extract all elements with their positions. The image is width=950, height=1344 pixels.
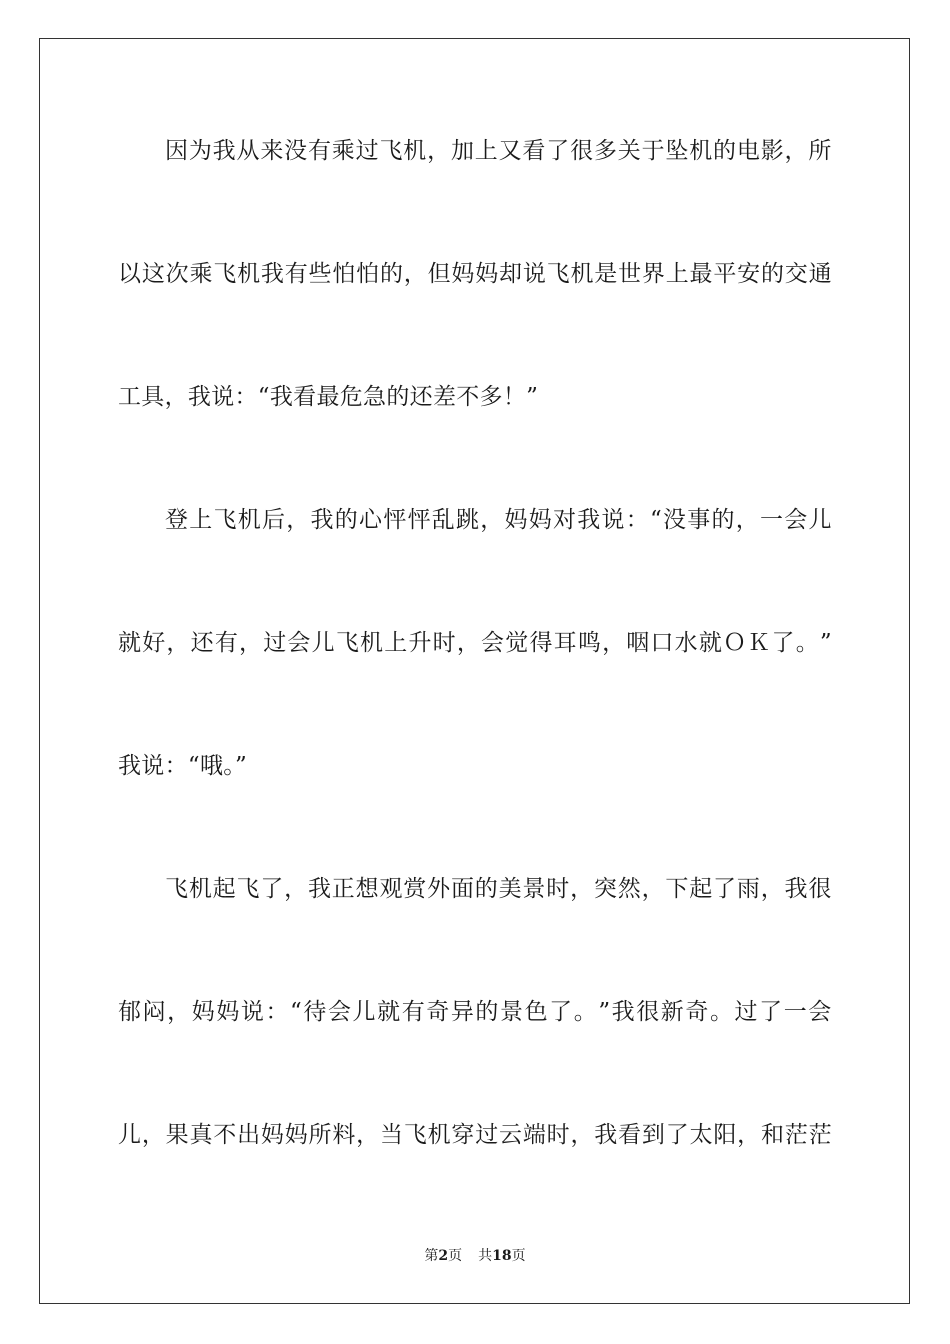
glyph: 口 <box>650 630 674 656</box>
glyph: ， <box>737 1122 761 1148</box>
glyph: 端 <box>522 1122 547 1148</box>
total-suffix: 页 <box>511 1248 526 1264</box>
glyph: “ <box>650 507 663 533</box>
glyph: 是 <box>594 261 618 287</box>
glyph: 阳 <box>713 1122 737 1148</box>
glyph: 一 <box>783 999 807 1025</box>
glyph: 茫 <box>784 1122 809 1148</box>
glyph: 心 <box>359 507 383 533</box>
glyph: 升 <box>408 630 432 656</box>
glyph: 上 <box>189 507 213 533</box>
glyph: 所 <box>308 1122 332 1148</box>
glyph: 乱 <box>431 507 456 533</box>
glyph: 然 <box>617 876 642 902</box>
glyph: 上 <box>384 630 408 656</box>
glyph: 就 <box>118 630 142 656</box>
glyph: ， <box>284 876 308 902</box>
glyph: 过 <box>734 999 758 1025</box>
glyph: 好 <box>142 630 166 656</box>
glyph: ， <box>239 630 263 656</box>
glyph: ， <box>141 1122 166 1148</box>
glyph: 真 <box>189 1122 213 1148</box>
page-footer <box>0 1246 950 1266</box>
glyph: 飞 <box>403 1122 428 1148</box>
paragraph-1-line-2 <box>118 258 832 290</box>
paragraph-4-line-2 <box>118 996 832 1028</box>
glyph: 的 <box>713 138 737 164</box>
glyph: 雨 <box>736 876 761 902</box>
glyph: 通 <box>808 261 832 287</box>
glyph: 我 <box>260 261 285 287</box>
glyph: 。 <box>573 999 598 1025</box>
glyph: 一 <box>760 507 784 533</box>
glyph: 我 <box>307 876 332 902</box>
glyph: 景 <box>500 999 524 1025</box>
glyph: 妈 <box>475 261 499 287</box>
glyph: ， <box>570 1122 594 1148</box>
glyph: 穿 <box>451 1122 475 1148</box>
glyph: 事 <box>687 507 711 533</box>
glyph: 安 <box>737 261 761 287</box>
glyph: ， <box>570 876 594 902</box>
glyph: ， <box>602 630 626 656</box>
glyph: 说 <box>240 999 265 1025</box>
glyph: 看 <box>522 138 546 164</box>
line-text: 我说：“哦。” <box>118 753 248 779</box>
glyph: 交 <box>784 261 809 287</box>
glyph: 有 <box>214 630 239 656</box>
glyph: 平 <box>713 261 737 287</box>
glyph: 来 <box>260 138 284 164</box>
glyph: 很 <box>570 138 594 164</box>
glyph: 料 <box>332 1122 356 1148</box>
glyph: ， <box>167 999 191 1025</box>
glyph: 景 <box>522 876 546 902</box>
glyph: 。 <box>795 630 819 656</box>
glyph: 有 <box>401 999 425 1025</box>
glyph: 过 <box>355 138 379 164</box>
glyph: 为 <box>188 138 213 164</box>
glyph: 没 <box>284 138 308 164</box>
glyph: 下 <box>665 876 689 902</box>
glyph: 因 <box>165 138 189 164</box>
glyph: 果 <box>165 1122 189 1148</box>
glyph: 外 <box>427 876 451 902</box>
glyph: 最 <box>689 261 713 287</box>
glyph: Ｏ <box>723 630 747 656</box>
glyph: 妈 <box>504 507 528 533</box>
glyph: 还 <box>190 630 214 656</box>
glyph: 了 <box>260 876 284 902</box>
glyph: 儿 <box>118 1122 142 1148</box>
glyph: 但 <box>427 261 451 287</box>
glyph: 会 <box>481 630 505 656</box>
glyph: 多 <box>593 138 618 164</box>
glyph: ” <box>598 999 611 1025</box>
glyph: 时 <box>546 876 570 902</box>
glyph: 突 <box>593 876 618 902</box>
glyph: 界 <box>641 261 666 287</box>
paragraph-2-line-1 <box>165 504 832 536</box>
glyph: 观 <box>379 876 403 902</box>
glyph: 得 <box>529 630 553 656</box>
glyph: 怦 <box>407 507 431 533</box>
glyph: 美 <box>498 876 522 902</box>
paragraph-4-line-1 <box>165 873 832 905</box>
glyph: 了 <box>759 999 783 1025</box>
glyph: 妈 <box>528 507 553 533</box>
glyph: 机 <box>689 138 713 164</box>
page-suffix: 页 <box>448 1248 463 1264</box>
glyph: 机 <box>237 507 262 533</box>
glyph: 机 <box>403 138 427 164</box>
glyph: ， <box>641 876 665 902</box>
page-prefix: 第 <box>424 1248 439 1264</box>
glyph: 觉 <box>505 630 529 656</box>
glyph: 怦 <box>383 507 407 533</box>
total-pages: 18 <box>492 1248 512 1264</box>
glyph: 的 <box>379 261 404 287</box>
glyph: 会 <box>808 999 832 1025</box>
glyph: 待 <box>303 999 327 1025</box>
glyph: ， <box>456 630 481 656</box>
glyph: 飞 <box>213 261 237 287</box>
glyph: 机 <box>237 261 261 287</box>
glyph: 赏 <box>403 876 427 902</box>
glyph: ， <box>356 1122 380 1148</box>
glyph: 影 <box>760 138 785 164</box>
glyph: ： <box>265 999 289 1025</box>
glyph: 过 <box>263 630 287 656</box>
glyph: 飞 <box>165 876 189 902</box>
glyph: 奇 <box>685 999 709 1025</box>
glyph: 飞 <box>236 876 260 902</box>
glyph: 耳 <box>553 630 577 656</box>
glyph: 了 <box>549 999 573 1025</box>
glyph: 飞 <box>213 507 237 533</box>
glyph: 的 <box>475 999 499 1025</box>
glyph: 正 <box>331 876 356 902</box>
glyph: 儿 <box>808 507 832 533</box>
glyph: 儿 <box>311 630 335 656</box>
glyph: 乘 <box>189 261 213 287</box>
glyph: 时 <box>432 630 456 656</box>
glyph: ， <box>427 138 451 164</box>
glyph: 说 <box>522 261 547 287</box>
glyph: 想 <box>355 876 379 902</box>
glyph: 于 <box>641 138 665 164</box>
glyph: 从 <box>236 138 260 164</box>
glyph: 时 <box>546 1122 570 1148</box>
glyph: ， <box>784 138 808 164</box>
glyph: 飞 <box>335 630 360 656</box>
glyph: 会 <box>784 507 808 533</box>
glyph: 有 <box>284 261 308 287</box>
glyph: 上 <box>474 138 499 164</box>
paragraph-1-line-3 <box>118 381 832 413</box>
glyph: 闷 <box>142 999 166 1025</box>
glyph: 当 <box>379 1122 404 1148</box>
glyph: 看 <box>618 1122 642 1148</box>
glyph: 。 <box>709 999 734 1025</box>
glyph: 上 <box>665 261 689 287</box>
glyph: ” <box>819 630 832 656</box>
glyph: 次 <box>165 261 189 287</box>
glyph: 了 <box>771 630 795 656</box>
glyph: 会 <box>287 630 311 656</box>
glyph: “ <box>290 999 303 1025</box>
glyph: 电 <box>736 138 761 164</box>
glyph: ， <box>480 507 504 533</box>
glyph: 后 <box>262 507 286 533</box>
glyph: 妈 <box>191 999 216 1025</box>
glyph: 很 <box>636 999 660 1025</box>
glyph: 水 <box>674 630 698 656</box>
glyph: 郁 <box>118 999 142 1025</box>
glyph: 不 <box>213 1122 237 1148</box>
glyph: 却 <box>499 261 523 287</box>
glyph: ： <box>625 507 650 533</box>
glyph: 以 <box>118 261 142 287</box>
glyph: 咽 <box>626 630 650 656</box>
page-border <box>39 38 910 1304</box>
glyph: 的 <box>334 507 359 533</box>
glyph: 登 <box>165 507 189 533</box>
glyph: 跳 <box>456 507 480 533</box>
glyph: 说 <box>601 507 625 533</box>
glyph: 和 <box>760 1122 785 1148</box>
paragraph-2-line-2 <box>118 627 832 659</box>
glyph: 我 <box>611 999 635 1025</box>
glyph: 坠 <box>665 138 689 164</box>
glyph: 儿 <box>352 999 376 1025</box>
line-text: 工具，我说：“我看最危急的还差不多！” <box>118 384 539 410</box>
glyph: 飞 <box>546 261 570 287</box>
paragraph-4-line-3 <box>118 1119 832 1151</box>
glyph: 怕 <box>332 261 356 287</box>
glyph: 了 <box>713 876 737 902</box>
glyph: 这 <box>141 261 166 287</box>
glyph: 关 <box>617 138 642 164</box>
glyph: 我 <box>594 1122 618 1148</box>
glyph: 面 <box>450 876 475 902</box>
glyph: 了 <box>546 138 570 164</box>
glyph: 机 <box>188 876 213 902</box>
glyph: 我 <box>577 507 601 533</box>
glyph: 妈 <box>284 1122 308 1148</box>
glyph: 我 <box>212 138 236 164</box>
glyph: ， <box>166 630 190 656</box>
glyph: ， <box>403 261 428 287</box>
glyph: ， <box>760 876 785 902</box>
glyph: 云 <box>499 1122 523 1148</box>
paragraph-1-line-1 <box>165 135 832 167</box>
glyph: 的 <box>474 876 499 902</box>
glyph: 些 <box>308 261 332 287</box>
glyph: 异 <box>450 999 475 1025</box>
glyph: 鸣 <box>577 630 602 656</box>
glyph: 就 <box>377 999 401 1025</box>
glyph: 太 <box>689 1122 713 1148</box>
glyph: 没 <box>663 507 687 533</box>
total-prefix: 共 <box>478 1248 493 1264</box>
glyph: 妈 <box>216 999 240 1025</box>
glyph: 飞 <box>379 138 403 164</box>
glyph: ， <box>286 507 310 533</box>
glyph: 机 <box>570 261 594 287</box>
glyph: 过 <box>475 1122 499 1148</box>
glyph: 机 <box>360 630 384 656</box>
glyph: 乘 <box>331 138 356 164</box>
glyph: ， <box>735 507 760 533</box>
glyph: 我 <box>310 507 334 533</box>
glyph: 我 <box>784 876 808 902</box>
paragraph-3-line-1 <box>118 750 832 782</box>
glyph: 的 <box>711 507 735 533</box>
glyph: 起 <box>212 876 236 902</box>
glyph: 起 <box>689 876 713 902</box>
glyph: 了 <box>665 1122 689 1148</box>
glyph: 怕 <box>356 261 380 287</box>
glyph: 有 <box>307 138 332 164</box>
glyph: 机 <box>427 1122 451 1148</box>
glyph: 就 <box>698 630 723 656</box>
glyph: 又 <box>498 138 522 164</box>
glyph: 世 <box>618 261 642 287</box>
glyph: 出 <box>237 1122 261 1148</box>
glyph: 新 <box>660 999 685 1025</box>
glyph: 会 <box>327 999 352 1025</box>
glyph: 茫 <box>808 1122 832 1148</box>
glyph: 色 <box>524 999 548 1025</box>
glyph: 妈 <box>260 1122 285 1148</box>
glyph: 对 <box>553 507 577 533</box>
glyph: Ｋ <box>747 630 771 656</box>
glyph: 的 <box>760 261 785 287</box>
glyph: 到 <box>641 1122 666 1148</box>
page-number: 2 <box>438 1248 449 1264</box>
glyph: 很 <box>808 876 832 902</box>
glyph: 所 <box>808 138 832 164</box>
glyph: 奇 <box>426 999 450 1025</box>
glyph: 妈 <box>451 261 475 287</box>
glyph: 加 <box>450 138 475 164</box>
